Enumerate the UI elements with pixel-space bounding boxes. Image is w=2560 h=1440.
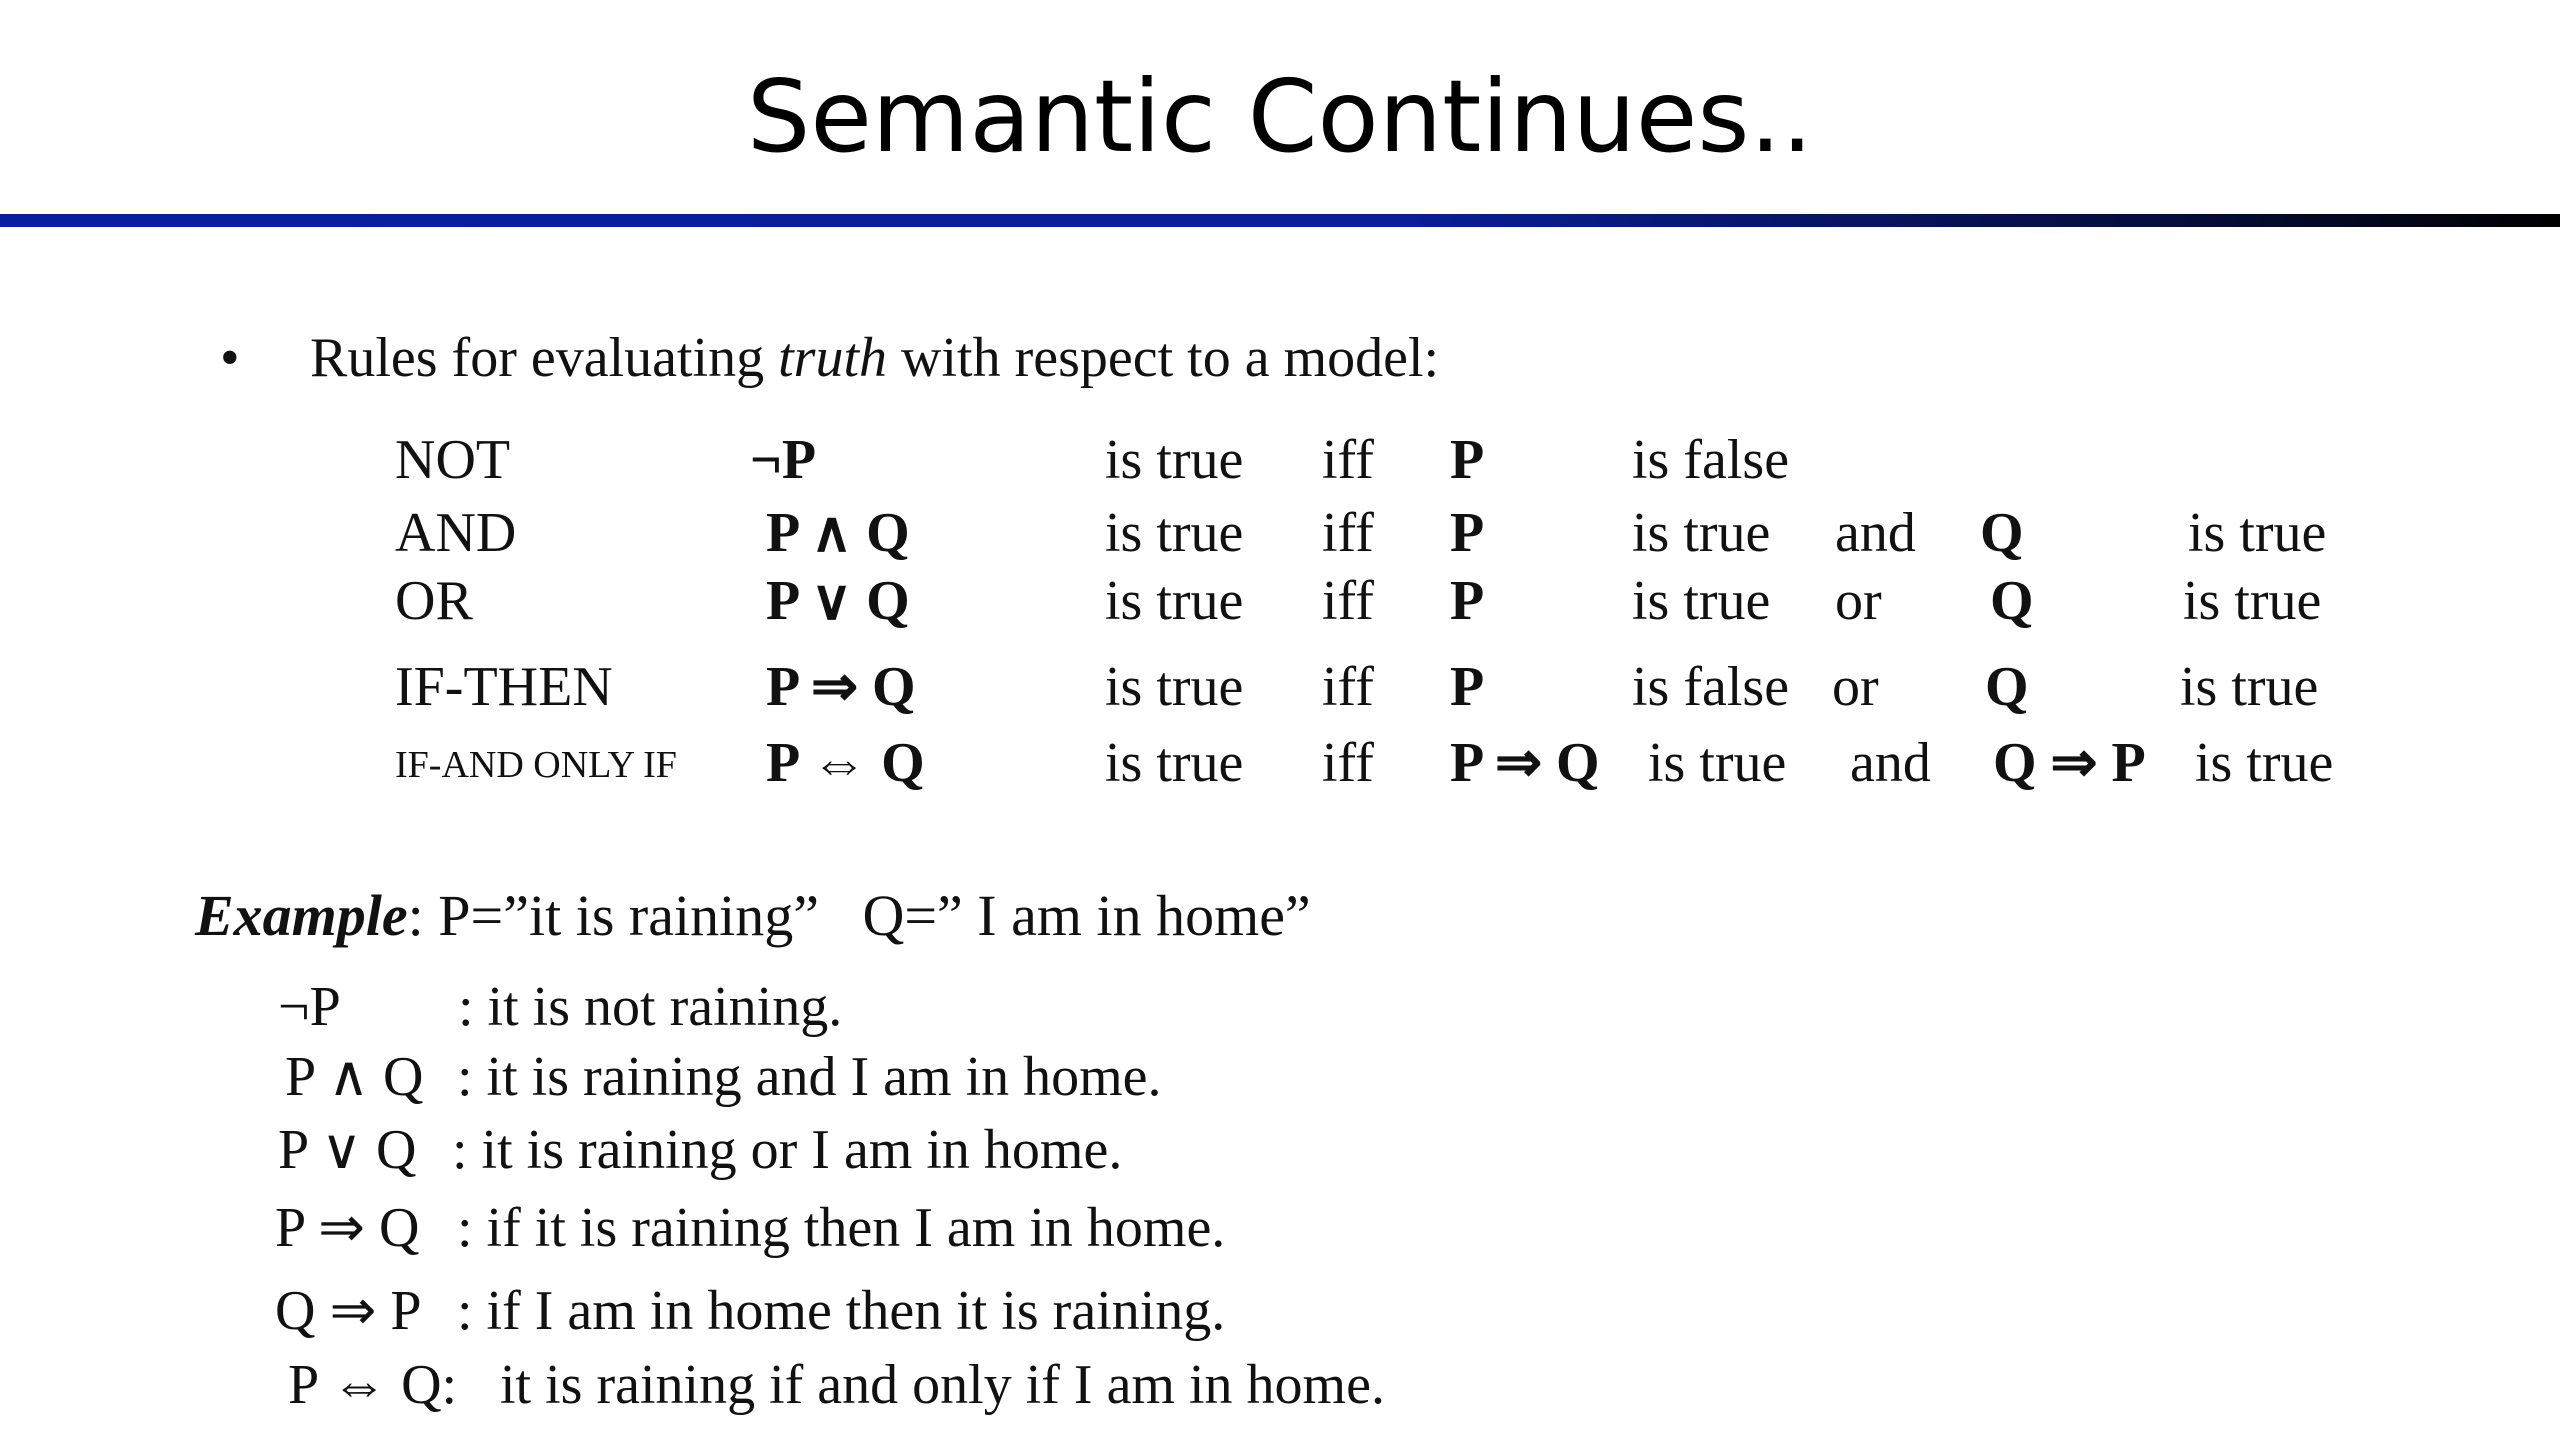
rule-name: OR	[395, 570, 473, 632]
example-meaning: : it is raining and I am in home.	[457, 1046, 1162, 1108]
rule-connective: or	[1832, 656, 1879, 718]
rule-formula: P ⇔ Q	[766, 732, 925, 794]
rule-iff: iff	[1322, 656, 1374, 718]
rule-connective: or	[1835, 570, 1882, 632]
example-formula: ¬P	[278, 976, 341, 1038]
rule-formula: P ∧ Q	[766, 502, 910, 564]
rule-q: Q ⇒ P	[1993, 732, 2146, 794]
bullet-dot: •	[220, 327, 240, 389]
rule-q-value: is true	[2183, 570, 2322, 632]
example-label: Example	[195, 883, 408, 948]
rule-p-value: is true	[1648, 732, 1787, 794]
example-meaning: : it is not raining.	[458, 976, 843, 1038]
rule-is-true: is true	[1105, 656, 1244, 718]
rule-p-value: is true	[1632, 570, 1771, 632]
bullet-text-italic: truth	[778, 327, 888, 389]
rule-p: P	[1450, 429, 1485, 491]
example-meaning: : it is raining or I am in home.	[452, 1119, 1123, 1181]
rule-is-true: is true	[1105, 429, 1244, 491]
rule-p: P ⇒ Q	[1450, 732, 1600, 794]
example-formula: P ⇔ Q:	[288, 1354, 458, 1416]
rule-q: Q	[1980, 502, 2024, 564]
rule-formula: P ∨ Q	[766, 570, 910, 632]
rule-p-value: is true	[1632, 502, 1771, 564]
rule-p-value: is false	[1632, 429, 1790, 491]
rule-q-value: is true	[2195, 732, 2334, 794]
bullet-text-after: with respect to a model:	[887, 327, 1440, 389]
rule-is-true: is true	[1105, 732, 1244, 794]
example-formula: Q ⇒ P	[275, 1280, 422, 1342]
example-colon: :	[407, 883, 424, 948]
rule-formula: P ⇒ Q	[766, 656, 916, 718]
rule-q-value: is true	[2180, 656, 2319, 718]
rule-connective: and	[1835, 502, 1916, 564]
title-divider	[0, 214, 2560, 227]
rule-name: AND	[395, 502, 517, 564]
bullet-intro	[220, 318, 1439, 398]
rule-q-value: is true	[2188, 502, 2327, 564]
list-item	[288, 1348, 1385, 1422]
rule-p: P	[1450, 502, 1485, 564]
example-formula: P ∧ Q	[285, 1046, 424, 1108]
slide-title: Semantic Continues..	[746, 58, 1814, 175]
rule-iff: iff	[1322, 732, 1374, 794]
list-item	[278, 1113, 1122, 1187]
rule-name: IF-AND ONLY IF	[395, 744, 677, 786]
rule-iff: iff	[1322, 570, 1374, 632]
list-item	[275, 1191, 1225, 1265]
rule-p-value: is false	[1632, 656, 1790, 718]
rule-q: Q	[1990, 570, 2034, 632]
bullet-text-before: Rules for evaluating	[310, 327, 779, 389]
rule-is-true: is true	[1105, 502, 1244, 564]
example-formula: P ∨ Q	[278, 1119, 417, 1181]
rule-connective: and	[1850, 732, 1931, 794]
rule-iff: iff	[1322, 502, 1374, 564]
list-item	[275, 1274, 1225, 1348]
example-heading	[195, 876, 1311, 956]
example-meaning: : if I am in home then it is raining.	[457, 1280, 1226, 1342]
rule-p: P	[1450, 656, 1485, 718]
rule-name: NOT	[395, 429, 511, 491]
rule-q: Q	[1985, 656, 2029, 718]
list-item	[285, 1040, 1162, 1114]
rule-name: IF-THEN	[395, 656, 613, 718]
example-formula: P ⇒ Q	[275, 1197, 420, 1259]
rule-p: P	[1450, 570, 1485, 632]
rule-formula: ¬P	[750, 429, 817, 491]
rule-is-true: is true	[1105, 570, 1244, 632]
list-item	[278, 970, 842, 1044]
example-definition: P=”it is raining” Q=” I am in home”	[423, 883, 1311, 948]
rule-iff: iff	[1322, 429, 1374, 491]
example-meaning: : if it is raining then I am in home.	[457, 1197, 1226, 1259]
example-meaning: it is raining if and only if I am in home.	[500, 1354, 1385, 1416]
